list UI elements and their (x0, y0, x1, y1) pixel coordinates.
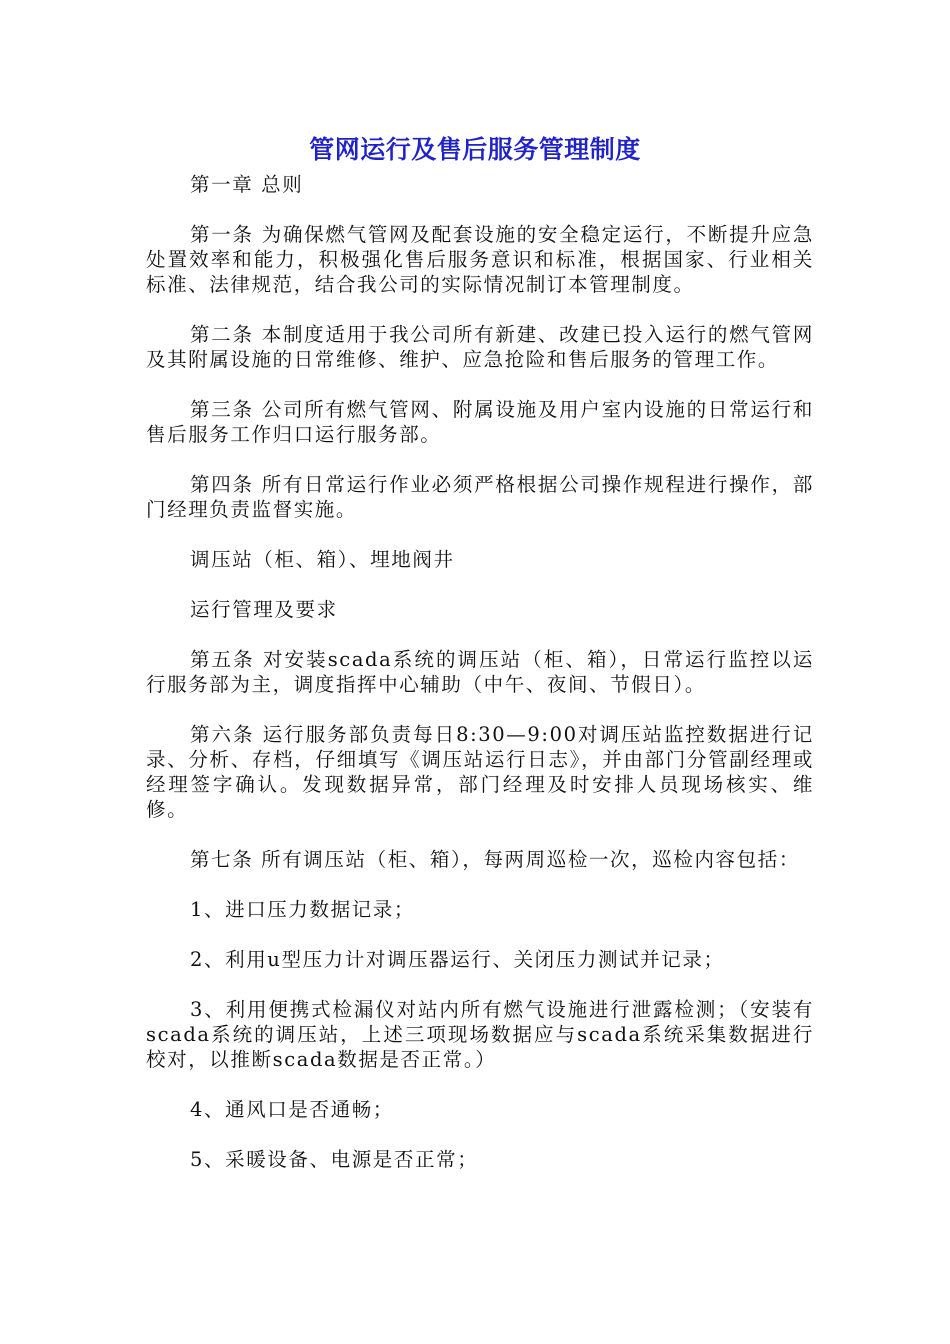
paragraph-article-2: 第二条 本制度适用于我公司所有新建、改建已投入运行的燃气管网及其附属设施的日常维修、维护、应急抢险和售后服务的管理工作。 (146, 323, 814, 371)
paragraph-article-6: 第六条 运行服务部负责每日8:30—9:00对调压站监控数据进行记录、分析、存档，仔细填写《调压站运行日志》，并由部门分管副经理或经理签字确认。发现数据异常，部门经理及时安排人员现场核实、维修。 (146, 723, 814, 821)
document-title: 管网运行及售后服务管理制度 (309, 135, 641, 164)
paragraph-article-7: 第七条 所有调压站（柜、箱），每两周巡检一次，巡检内容包括： (190, 848, 800, 871)
list-item: 4、通风口是否通畅； (190, 1098, 394, 1121)
list-item: 5、采暖设备、电源是否正常； (190, 1148, 479, 1171)
section-heading: 调压站（柜、箱）、埋地阀井 (190, 548, 455, 571)
subsection-heading: 运行管理及要求 (190, 598, 338, 621)
paragraph-article-3: 第三条 公司所有燃气管网、附属设施及用户室内设施的日常运行和售后服务工作归口运行服务部。 (146, 398, 814, 446)
paragraph-article-4: 第四条 所有日常运行作业必须严格根据公司操作规程进行操作，部门经理负责监督实施。 (146, 473, 814, 521)
chapter-heading: 第一章 总则 (190, 173, 304, 196)
list-item: 1、进口压力数据记录； (190, 898, 416, 921)
paragraph-article-1: 第一条 为确保燃气管网及配套设施的安全稳定运行，不断提升应急处置效率和能力，积极强化售后服务意识和标准，根据国家、行业相关标准、法律规范，结合我公司的实际情况制订本管理制度。 (146, 223, 814, 296)
paragraph-article-5: 第五条 对安装scada系统的调压站（柜、箱），日常运行监控以运行服务部为主，调度指挥中心辅助（中午、夜间、节假日）。 (146, 648, 814, 696)
list-item: 2、利用u型压力计对调压器运行、关闭压力测试并记录； (190, 948, 725, 971)
list-item: 3、利用便携式检漏仪对站内所有燃气设施进行泄露检测；（安装有scada系统的调压站，上述三项现场数据应与scada系统采集数据进行校对，以推断scada数据是否正常。） (146, 998, 814, 1071)
document-body (146, 172, 814, 1197)
